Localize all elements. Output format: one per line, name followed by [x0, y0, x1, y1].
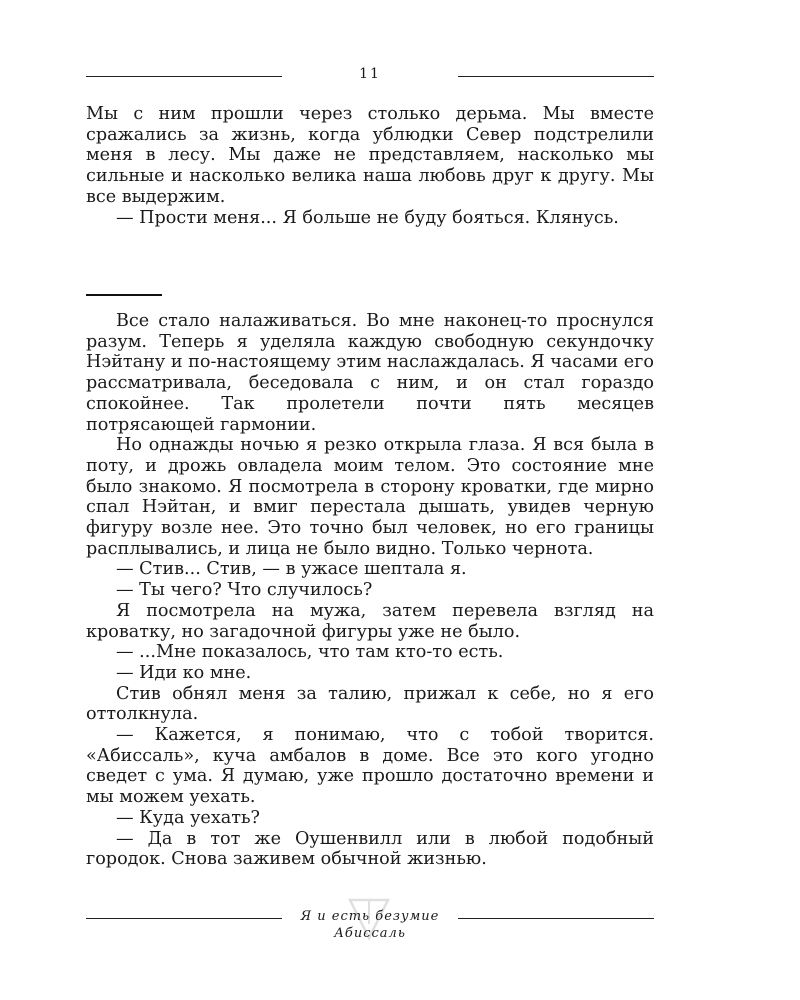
paragraph: — ...Мне показалось, что там кто-то есть. [116, 642, 504, 663]
header-rule-right [458, 76, 654, 77]
page-footer [86, 906, 654, 946]
paragraph: — Куда уехать? [116, 807, 260, 828]
paragraph: Стив обнял меня за талию, прижал к себе, но я его оттолкнула. [86, 683, 654, 725]
footer-rule-right [458, 918, 654, 919]
page-header [86, 66, 654, 86]
paragraph: — Кажется, я понимаю, что с тобой творится. «Абиссаль», куча амбалов в доме. Все это кого угодно сведет с ума. Я думаю, уже прошло достаточно времени и мы можем уехать. [86, 725, 654, 808]
paragraph: Все стало налаживаться. Во мне наконец-то проснулся разум. Теперь я уделяла каждую свободную секундочку Нэйтану и по-настоящему этим наслаждалась. Я часами его рассматривала, беседовала с ним, и он стал гораздо спокойнее. Так пролетели почти пять месяцев потрясающей гармонии. [86, 311, 654, 435]
section-separator [86, 294, 162, 296]
paragraph: Но однажды ночью я резко открыла глаза. Я вся была в поту, и дрожь овладела моим телом. Это состояние мне было знакомо. Я посмотрела в сторону кроватки, где мирно спал Нэйтан, и вмиг перестала дышать, увидев черную фигуру возле нее. Это точно был человек, но его границы расплывались, и лица не было видно. Только чернота. [86, 435, 654, 559]
paragraph: Мы с ним прошли через столько дерьма. Мы вместе сражались за жизнь, когда ублюдки Север подстрелили меня в лесу. Мы даже не представляем, насколько мы сильные и насколько велика наша любовь друг к другу. Мы все выдержим. [86, 104, 654, 207]
paragraph: — Стив... Стив, — в ужасе шептала я. [116, 559, 467, 580]
series-title: Абиссаль [334, 926, 406, 941]
paragraph: — Да в тот же Оушенвилл или в любой подобный городок. Снова заживем обычной жизнью. [86, 828, 654, 870]
paragraph: Я посмотрела на мужа, затем перевела взгляд на кроватку, но загадочной фигуры уже не было. [86, 600, 654, 642]
paragraph: — Ты чего? Что случилось? [116, 580, 373, 601]
paragraph: — Прости меня... Я больше не буду бояться. Клянусь. [116, 207, 619, 228]
book-title: Я и есть безумие [300, 909, 440, 924]
paragraph: — Иди ко мне. [116, 662, 252, 683]
text-block-top [86, 104, 654, 228]
page-number: 11 [359, 66, 381, 82]
running-title [86, 908, 654, 942]
text-block-main [86, 311, 654, 870]
